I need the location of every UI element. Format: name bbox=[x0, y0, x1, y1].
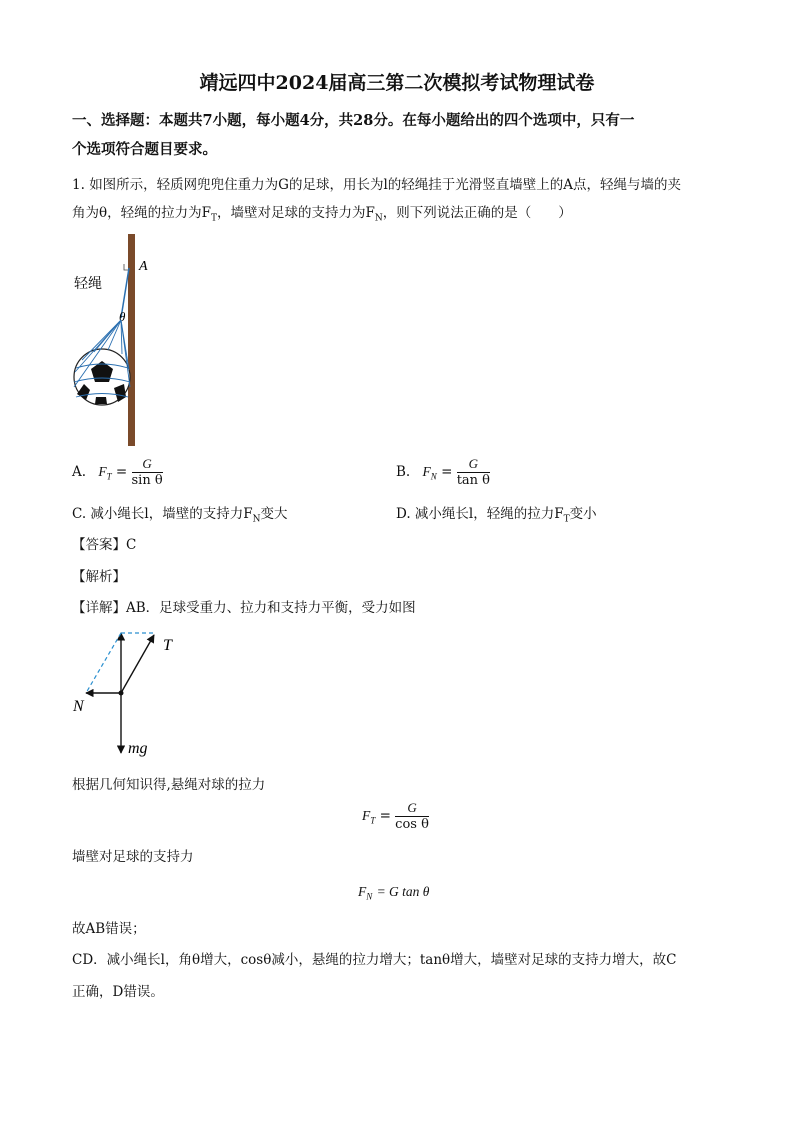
label-theta: θ bbox=[119, 309, 126, 324]
detail-line bbox=[72, 598, 416, 618]
option-A: A. $F_T$ = $\frac{G}{\text{sin θ}}$ bbox=[72, 456, 163, 488]
center-point bbox=[119, 691, 124, 696]
section-header-line1: 一、选择题：本题共7小题，每小题4分，共28分。在每小题给出的四个选项中，只有一 bbox=[72, 112, 635, 129]
explanation-line3: 故AB错误； bbox=[72, 921, 146, 937]
dashed-left bbox=[86, 633, 121, 693]
option-C bbox=[72, 504, 288, 530]
answer-line bbox=[72, 535, 136, 555]
eq1-lhs: F bbox=[362, 808, 371, 823]
eq1-denominator: cos θ bbox=[395, 817, 429, 832]
eq1-numerator: G bbox=[395, 800, 429, 817]
option-B-fraction bbox=[457, 456, 490, 489]
explanation-line1: 根据几何知识得,悬绳对球的拉力 bbox=[72, 777, 266, 793]
option-B-numerator: G bbox=[457, 456, 490, 473]
question-line1-text: 如图所示，轻质网兜兜住重力为G的足球，用长为l的轻绳挂于光滑竖直墙壁上的A点，轻绳与墙的夹 bbox=[89, 177, 682, 193]
explanation-line2: 墙壁对足球的支持力 bbox=[72, 849, 194, 865]
eq1-sub: T bbox=[370, 815, 376, 826]
equation-1: $F_T$ = $\frac{G}{\text{cos θ}}$ bbox=[362, 800, 429, 832]
eq2-rhs: = G tan θ bbox=[376, 884, 430, 899]
option-B-lhs: F bbox=[422, 464, 431, 479]
answer-label: 【答案】 bbox=[72, 537, 126, 553]
option-B: B. $F_N$ = $\frac{G}{\text{tan θ}}$ bbox=[396, 456, 490, 488]
option-D-text: D. 减小绳长l，轻绳的拉力F bbox=[396, 506, 564, 522]
question-sub-t: T bbox=[211, 213, 218, 224]
question-number: 1. bbox=[72, 177, 85, 193]
section-header-line2: 个选项符合题目要求。 bbox=[72, 141, 217, 158]
label-N: N bbox=[73, 698, 84, 715]
answer-value: C bbox=[126, 537, 137, 553]
question-text bbox=[72, 171, 732, 233]
anchor-mark bbox=[124, 264, 128, 270]
analysis-label: 【解析】 bbox=[72, 569, 126, 585]
figure-ball-on-wall bbox=[66, 232, 176, 447]
football-patch-bottom bbox=[95, 397, 107, 404]
option-D-sub: T bbox=[563, 514, 570, 525]
option-A-sub: T bbox=[106, 471, 112, 482]
equation-2 bbox=[358, 882, 429, 907]
label-T: T bbox=[163, 637, 172, 654]
eq2-sub: N bbox=[366, 891, 373, 902]
section-header bbox=[72, 106, 722, 164]
option-A-lhs: F bbox=[98, 464, 107, 479]
explanation-line4: CD．减小绳长l，角θ增大，cosθ减小，悬绳的拉力增大；tanθ增大，墙壁对足球的支持力增大，故C bbox=[72, 952, 677, 968]
option-C-sub: N bbox=[252, 514, 261, 525]
wall bbox=[128, 234, 135, 446]
figure-force-diagram bbox=[68, 625, 188, 760]
option-A-label: A. bbox=[72, 464, 87, 480]
eq2-lhs: F bbox=[358, 884, 367, 899]
option-B-denominator: tan θ bbox=[456, 473, 490, 488]
eq1-fraction bbox=[395, 800, 429, 833]
tension-arrow bbox=[121, 635, 154, 693]
question-line2-c: ，则下列说法正确的是（ ） bbox=[382, 205, 572, 221]
page-title: 靖远四中2024届高三第二次模拟考试物理试卷 bbox=[199, 72, 595, 94]
detail-text: AB．足球受重力、拉力和支持力平衡，受力如图 bbox=[126, 600, 416, 616]
option-A-numerator: G bbox=[132, 456, 163, 473]
label-A: A bbox=[139, 259, 148, 274]
option-D bbox=[396, 504, 597, 530]
option-A-fraction bbox=[132, 456, 163, 489]
question-line2 bbox=[72, 199, 732, 233]
option-B-label: B. bbox=[396, 464, 411, 480]
question-line1 bbox=[72, 171, 732, 199]
question-sub-n: N bbox=[374, 213, 383, 224]
label-mg: mg bbox=[128, 740, 148, 757]
option-A-denominator: sin θ bbox=[131, 473, 163, 488]
option-C-end: 变大 bbox=[260, 506, 288, 522]
detail-label: 【详解】 bbox=[72, 600, 126, 616]
explanation-line5: 正确，D错误。 bbox=[72, 984, 164, 1000]
question-line2-a: 角为θ，轻绳的拉力为F bbox=[72, 205, 211, 221]
option-C-text: C. 减小绳长l，墙壁的支持力F bbox=[72, 506, 253, 522]
option-D-end: 变小 bbox=[569, 506, 597, 522]
label-rope: 轻绳 bbox=[74, 276, 102, 292]
question-line2-b: ，墙壁对足球的支持力为F bbox=[217, 205, 375, 221]
option-B-sub: N bbox=[430, 471, 437, 482]
